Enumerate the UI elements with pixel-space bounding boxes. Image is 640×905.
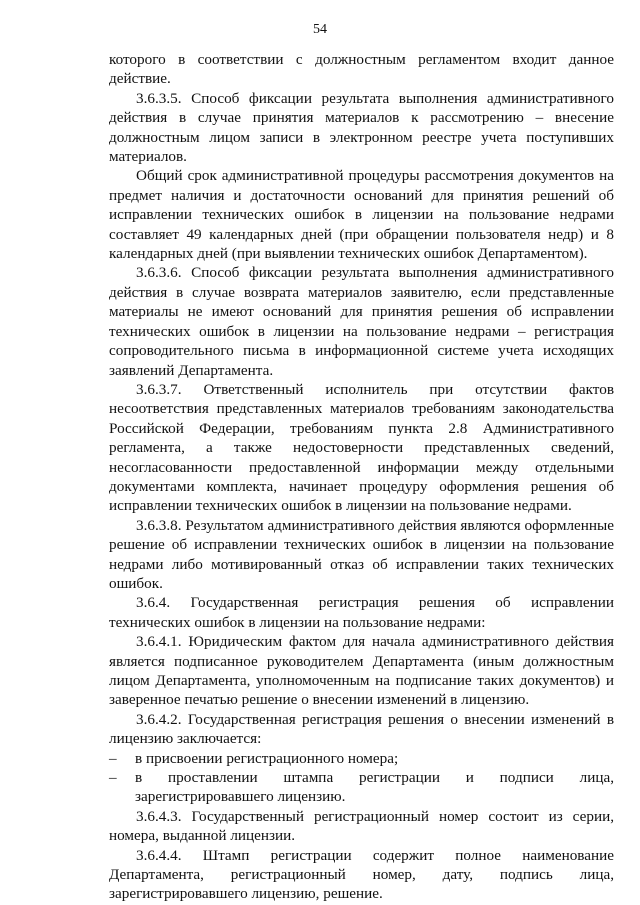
paragraph-3-6-4-1: 3.6.4.1. Юридическим фактом для начала административного действия является подписанное руководителем Департамента (иным должностным лицом Департамента, уполномоченным на подписание таких документов) и заверенное печатью решение о внесении изменений в лицензию. — [109, 633, 614, 709]
bullet-marker: – — [109, 769, 117, 787]
paragraph-3-6-3-8: 3.6.3.8. Результатом административного действия являются оформленные решение об исправлении технических ошибок в лицензии на пользование недрами либо мотивированный отказ об исправлении таких технических ошибок. — [109, 516, 614, 592]
paragraph-3-6-3-5: 3.6.3.5. Способ фиксации результата выполнения административного действия в случае принятия материалов к рассмотрению – внесение должностным лицом записи в электронном реестре учета поступивших материалов. — [109, 89, 614, 166]
bullet-marker: – — [109, 749, 117, 767]
paragraph-3-6-4: 3.6.4. Государственная регистрация решения об исправлении технических ошибок в лицензии на пользование недрами: — [109, 594, 614, 631]
list-item-text: в проставлении штампа регистрации и подписи лица, зарегистрировавшего лицензию. — [135, 769, 614, 806]
paragraph-3-6-3-7: 3.6.3.7. Ответственный исполнитель при отсутствии фактов несоответствия представленных материалов требованиям законодательства Российской Федерации, требованиям пункта 2.8 Административного регламента, а также недостоверности представленных сведений, несогласованности предоставленной информации между отдельными документами комплекта, начинает процедуру оформления решения об исправлении технических ошибок в лицензии на пользование недрами. — [109, 380, 614, 515]
paragraph-continuation: которого в соответствии с должностным регламентом входит данное действие. — [109, 51, 614, 88]
list-item-text: в присвоении регистрационного номера; — [135, 749, 399, 767]
paragraph-3-6-4-3: 3.6.4.3. Государственный регистрационный номер состоит из серии, номера, выданной лицензии. — [109, 807, 614, 845]
paragraph-3-6-3-6: 3.6.3.6. Способ фиксации результата выполнения административного действия в случае возврата материалов заявителю, если представленные материалы не имеют оснований для принятия решения об исправлении технических ошибок в лицензии на пользование недрами – регистрация сопроводительного письма в информационной системе учета исходящих заявлений Департамента. — [109, 264, 614, 379]
list-item — [109, 749, 614, 768]
list-item — [109, 768, 614, 807]
paragraph-3-6-4-2: 3.6.4.2. Государственная регистрация решения о внесении изменений в лицензию заключается: — [109, 710, 614, 748]
paragraph-total-term: Общий срок административной процедуры рассмотрения документов на предмет наличия и достаточности оснований для принятия решений об исправлении технических ошибок в лицензии на пользование недрами составляет 49 календарных дней (при обращении пользователя недр) и 8 календарных дней (при выявлении технических ошибок Департаментом). — [109, 167, 614, 263]
document-body — [109, 50, 614, 904]
paragraph-3-6-4-4: 3.6.4.4. Штамп регистрации содержит полное наименование Департамента, регистрационный номер, дату, подпись лица, зарегистрировавшего лицензию, решение. — [109, 846, 614, 903]
page-number: 54 — [313, 22, 327, 37]
